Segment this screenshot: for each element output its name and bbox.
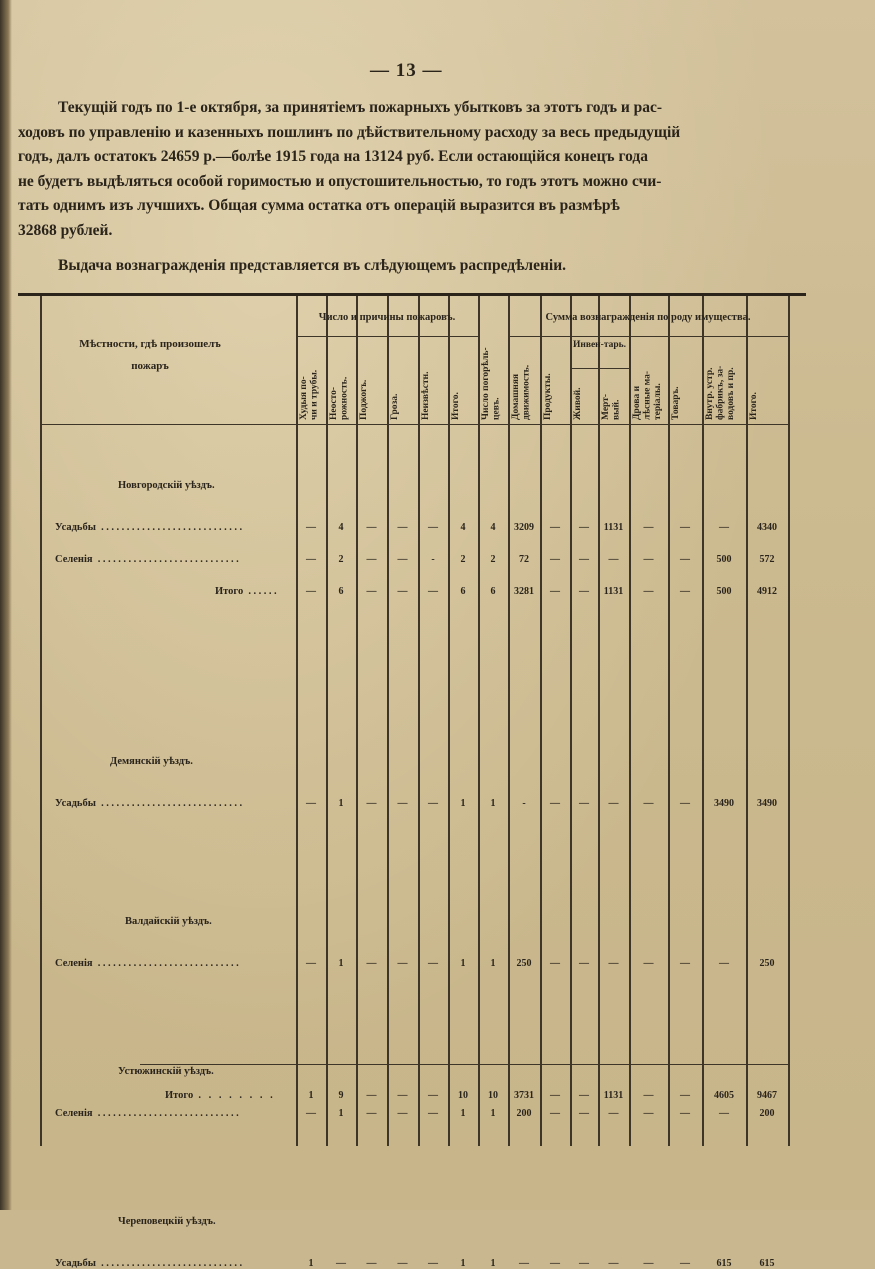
- table-cell: —: [579, 586, 589, 597]
- table-cell: —: [306, 586, 316, 597]
- group-sums-rule: [508, 336, 788, 337]
- table-top-rule: [18, 293, 806, 296]
- table-cell: -: [431, 554, 435, 565]
- table-cell: 4912: [757, 586, 777, 597]
- leader-dots: ............................: [95, 1258, 245, 1269]
- row-label: [165, 1090, 275, 1101]
- table-cell: —: [680, 522, 690, 533]
- table-cell: —: [719, 1108, 729, 1119]
- column-header: Неосто- рожность.: [329, 376, 350, 420]
- inventory-rule: [570, 368, 629, 369]
- table-cell: 1: [490, 958, 496, 969]
- table-cell: —: [550, 958, 560, 969]
- grand-total-cell: 4605: [714, 1090, 734, 1101]
- grand-total-cell: —: [643, 1090, 654, 1101]
- table-cell: 1: [460, 798, 466, 809]
- table-cell: 1: [460, 1108, 466, 1119]
- table-cell: —: [643, 958, 654, 969]
- table-cell: —: [643, 522, 654, 533]
- district-heading: Валдайскій уѣздъ.: [125, 916, 212, 927]
- row-label-text: Итого: [165, 1090, 194, 1101]
- paragraph-line: не будетъ выдѣляться особой горимостью и опустошительностью, то годъ этотъ можно счи-: [18, 172, 662, 190]
- column-header: Внутр. устр. фабрикъ, за- водовъ и пр.: [705, 365, 736, 420]
- grand-total-cell: 3731: [514, 1090, 534, 1101]
- table-cell: —: [680, 586, 690, 597]
- paragraph-line: ходовъ по управленію и казенныхъ пошлинъ по дѣйствительному расходу за весь предыдущій: [18, 123, 681, 141]
- page-binding-edge: [0, 0, 12, 1210]
- table-cell: —: [608, 798, 619, 809]
- district-heading: Устюжинскій уѣздъ.: [118, 1066, 214, 1077]
- column-header: Итого.: [749, 392, 759, 420]
- paragraph-table-intro: Выдача вознагражденія представляется въ слѣдующемъ распредѣленіи.: [58, 257, 567, 274]
- header-bottom-rule: [40, 424, 788, 425]
- row-label: [55, 522, 245, 533]
- table-cell: —: [643, 1258, 654, 1269]
- table-cell: 1131: [603, 522, 624, 533]
- row-label-text: Усадьбы: [55, 798, 96, 809]
- leader-dots: ............................: [92, 554, 242, 565]
- table-cell: —: [680, 958, 690, 969]
- table-cell: —: [397, 1108, 408, 1119]
- table-cell: 4: [338, 522, 344, 533]
- row-label: [55, 1108, 241, 1119]
- table-cell: —: [366, 1258, 377, 1269]
- table-cell: —: [550, 798, 560, 809]
- table-cell: 572: [759, 554, 775, 565]
- row-label-text: Усадьбы: [55, 1258, 96, 1269]
- table-cell: 72: [519, 554, 529, 565]
- table-cell: 1: [490, 798, 496, 809]
- row-label-text: Итого: [215, 586, 244, 597]
- column-header: Неизвѣстн.: [421, 371, 431, 420]
- table-cell: 1: [460, 958, 466, 969]
- row-label: [55, 798, 245, 809]
- table-cell: —: [680, 798, 690, 809]
- table-cell: —: [336, 1258, 346, 1269]
- table-cell: —: [680, 1258, 690, 1269]
- table-cell: —: [306, 958, 316, 969]
- table-cell: -: [522, 798, 526, 809]
- table-cell: —: [428, 1108, 438, 1119]
- district-heading: Демянскій уѣздъ.: [110, 756, 193, 767]
- table-cell: —: [428, 958, 438, 969]
- table-cell: —: [366, 522, 377, 533]
- table-cell: —: [550, 1108, 560, 1119]
- grand-total-cell: 10: [458, 1090, 468, 1101]
- table-cell: —: [608, 554, 619, 565]
- leader-dots: ............................: [95, 522, 245, 533]
- table-cell: —: [366, 798, 377, 809]
- grand-total-cell: 1131: [603, 1090, 624, 1101]
- sums-group-header: Сумма вознагражденія по роду имущества.: [545, 312, 751, 323]
- table-cell: 200: [516, 1108, 532, 1119]
- column-header: Живой.: [573, 387, 583, 420]
- table-cell: 200: [759, 1108, 775, 1119]
- table-cell: 3490: [757, 798, 777, 809]
- table-cell: 3490: [714, 798, 734, 809]
- table-cell: —: [608, 1258, 619, 1269]
- table-cell: —: [608, 1108, 619, 1119]
- column-header: Гроза.: [390, 393, 400, 420]
- table-cell: 4: [460, 522, 466, 533]
- table-cell: 250: [759, 958, 775, 969]
- column-header: Мерт- вый.: [601, 393, 622, 420]
- table-cell: 615: [759, 1258, 775, 1269]
- leader-dots: ............................: [92, 958, 242, 969]
- table-cell: —: [397, 554, 408, 565]
- table-cell: 2: [460, 554, 466, 565]
- table-cell: —: [397, 586, 408, 597]
- table-cell: —: [397, 798, 408, 809]
- grand-total-cell: —: [397, 1090, 408, 1101]
- grand-total-cell: —: [366, 1090, 377, 1101]
- table-cell: —: [643, 1108, 654, 1119]
- table-cell: —: [579, 958, 589, 969]
- table-cell: 4340: [757, 522, 777, 533]
- table-cell: —: [366, 586, 377, 597]
- table-cell: 1: [338, 1108, 344, 1119]
- location-header: Мѣстности, гдѣ произошелъ пожаръ: [79, 338, 221, 372]
- table-cell: —: [306, 522, 316, 533]
- table-cell: —: [579, 1108, 589, 1119]
- table-cell: —: [719, 958, 729, 969]
- table-cell: 6: [338, 586, 344, 597]
- row-label: [215, 586, 279, 597]
- table-cell: 4: [490, 522, 496, 533]
- row-label: [55, 1258, 245, 1269]
- table-cell: —: [579, 554, 589, 565]
- table-cell: —: [719, 522, 729, 533]
- table-cell: —: [428, 798, 438, 809]
- table-cell: —: [306, 798, 316, 809]
- grand-total-cell: 9467: [757, 1090, 777, 1101]
- leader-dots: ............................: [95, 798, 245, 809]
- table-cell: —: [428, 586, 438, 597]
- table-cell: —: [550, 586, 560, 597]
- grand-total-cell: —: [428, 1090, 438, 1101]
- grand-total-cell: —: [680, 1090, 690, 1101]
- table-cell: 6: [460, 586, 466, 597]
- row-label: [55, 958, 241, 969]
- grand-total-cell: 1: [308, 1090, 314, 1101]
- grand-total-cell: —: [550, 1090, 560, 1101]
- column-header: Итого.: [451, 392, 461, 420]
- table-cell: 1: [338, 798, 344, 809]
- column-header: Товаръ.: [671, 386, 681, 420]
- table-cell: —: [366, 554, 377, 565]
- grand-total-cell: 10: [488, 1090, 498, 1101]
- table-cell: 3209: [514, 522, 534, 533]
- table-cell: —: [428, 1258, 438, 1269]
- table-cell: —: [519, 1258, 529, 1269]
- table-cell: 1: [490, 1108, 496, 1119]
- table-cell: —: [306, 554, 316, 565]
- table-cell: 250: [516, 958, 532, 969]
- table-cell: —: [550, 1258, 560, 1269]
- column-rule: [788, 296, 790, 1146]
- table-cell: —: [608, 958, 619, 969]
- table-cell: 615: [716, 1258, 732, 1269]
- row-label-text: Селенія: [55, 554, 93, 565]
- table-cell: —: [550, 554, 560, 565]
- table-cell: —: [366, 958, 377, 969]
- grand-total-cell: —: [579, 1090, 589, 1101]
- paragraph-budget-summary: [18, 96, 810, 243]
- table-cell: 3281: [514, 586, 534, 597]
- table-cell: —: [579, 798, 589, 809]
- table-cell: —: [397, 522, 408, 533]
- column-header: Поджогъ.: [359, 379, 369, 420]
- paragraph-line: 32868 рублей.: [18, 221, 113, 239]
- row-label-text: Селенія: [55, 1108, 93, 1119]
- column-header: Продукты.: [543, 373, 553, 420]
- leader-dots: ......: [243, 586, 280, 597]
- table-cell: 500: [716, 554, 732, 565]
- table-cell: 6: [490, 586, 496, 597]
- table-cell: —: [579, 522, 589, 533]
- paragraph-line: тать однимъ изъ лучшихъ. Общая сумма остатка отъ операцій выразится въ размѣрѣ: [18, 197, 620, 214]
- table-cell: —: [680, 554, 690, 565]
- leader-dots: . . . . . . . .: [193, 1090, 276, 1101]
- table-cell: —: [643, 554, 654, 565]
- column-header: Число погорѣль- цевъ.: [481, 347, 502, 420]
- table-cell: —: [306, 1108, 316, 1119]
- table-cell: 1: [338, 958, 344, 969]
- table-cell: 1: [490, 1258, 496, 1269]
- column-header: Худыя по- чи и трубы.: [299, 369, 320, 420]
- table-cell: 2: [338, 554, 344, 565]
- paragraph-line: годъ, далъ остатокъ 24659 р.—болѣе 1915 года на 13124 руб. Если остающійся конецъ года: [18, 148, 648, 165]
- grand-total-cell: 9: [338, 1090, 344, 1101]
- table-cell: 1131: [603, 586, 624, 597]
- table-cell: —: [366, 1108, 377, 1119]
- table-cell: —: [579, 1258, 589, 1269]
- district-heading: Череповецкій уѣздъ.: [118, 1216, 216, 1227]
- table-cell: —: [643, 798, 654, 809]
- row-label: [55, 554, 241, 565]
- group-causes-rule: [296, 336, 478, 337]
- inventory-group-header: Инвен-тарь.: [572, 340, 627, 350]
- table-cell: —: [643, 586, 654, 597]
- table-cell: —: [550, 522, 560, 533]
- table-cell: —: [397, 1258, 408, 1269]
- row-label-text: Усадьбы: [55, 522, 96, 533]
- table-cell: 2: [490, 554, 496, 565]
- page-number: — 13 —: [370, 60, 443, 81]
- table-cell: 1: [460, 1258, 466, 1269]
- row-label-text: Селенія: [55, 958, 93, 969]
- table-cell: —: [428, 522, 438, 533]
- table-cell: —: [397, 958, 408, 969]
- table-cell: 1: [308, 1258, 314, 1269]
- table-cell: —: [680, 1108, 690, 1119]
- total-separator-rule: [140, 1064, 788, 1065]
- table-cell: 500: [716, 586, 732, 597]
- leader-dots: ............................: [92, 1108, 242, 1119]
- column-header: Дрова и лѣсные ма- теріалы.: [632, 370, 663, 420]
- district-heading: Новгородскій уѣздъ.: [118, 480, 215, 491]
- column-header: Домашняя движимость.: [511, 364, 532, 420]
- paragraph-line: Текущій годъ по 1-е октября, за принятіемъ пожарныхъ убытковъ за этотъ годъ и рас-: [58, 99, 663, 116]
- causes-group-header: Число и причины пожаровъ.: [318, 312, 456, 323]
